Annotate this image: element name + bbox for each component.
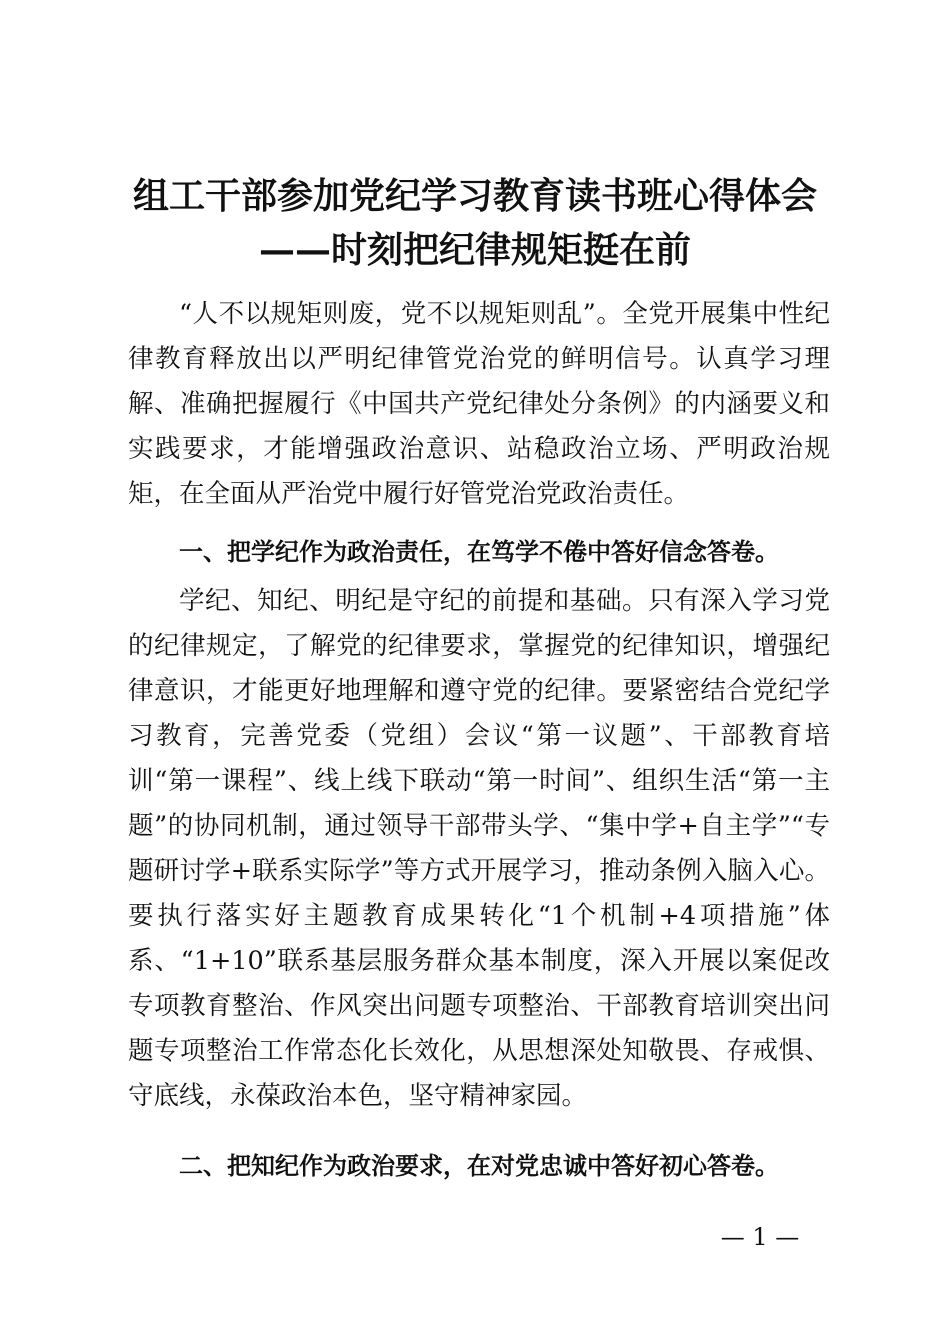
section-heading-1: 一、把学纪作为政治责任，在笃学不倦中答好信念答卷。 (179, 538, 779, 566)
document-title: 组工干部参加党纪学习教育读书班心得体会 (132, 175, 817, 217)
intro-paragraph: “人不以规矩则废，党不以规矩则乱”。全党开展集中性纪律教育释放出以严明纪律管党治党的鲜明信号。认真学习理解、准确把握履行《中国共产党纪律处分条例》的内涵要义和实践要求，才能增强政治意识、站稳政治立场、严明政治规矩，在全面从严治党中履行好管党治党政治责任。 (128, 299, 830, 509)
section-paragraph-1: 学纪、知纪、明纪是守纪的前提和基础。只有深入学习党的纪律规定，了解党的纪律要求，掌握党的纪律知识，增强纪律意识，才能更好地理解和遵守党的纪律。要紧密结合党纪学习教育，完善党委（党组）会议“第一议题”、干部教育培训“第一课程”、线上线下联动“第一时间”、组织生活“第一主题”的协同机制，通过领导干部带头学、“集中学+自主学”“专题研讨学+联系实际学”等方式开展学习，推动条例入脑入心。要执行落实好主题教育成果转化“1个机制+4项措施”体系、“1+10”联系基层服务群众基本制度，深入开展以案促改专项教育整治、作风突出问题专项整治、干部教育培训突出问题专项整治工作常态化长效化，从思想深处知敬畏、存戒惧、守底线，永葆政治本色，坚守精神家园。 (128, 586, 830, 1111)
page-number: — 1 — (720, 1223, 800, 1251)
section-heading-2: 二、把知纪作为政治要求，在对党忠诚中答好初心答卷。 (179, 1152, 779, 1180)
document-subtitle: ——时刻把纪律规矩挺在前 (258, 229, 691, 271)
